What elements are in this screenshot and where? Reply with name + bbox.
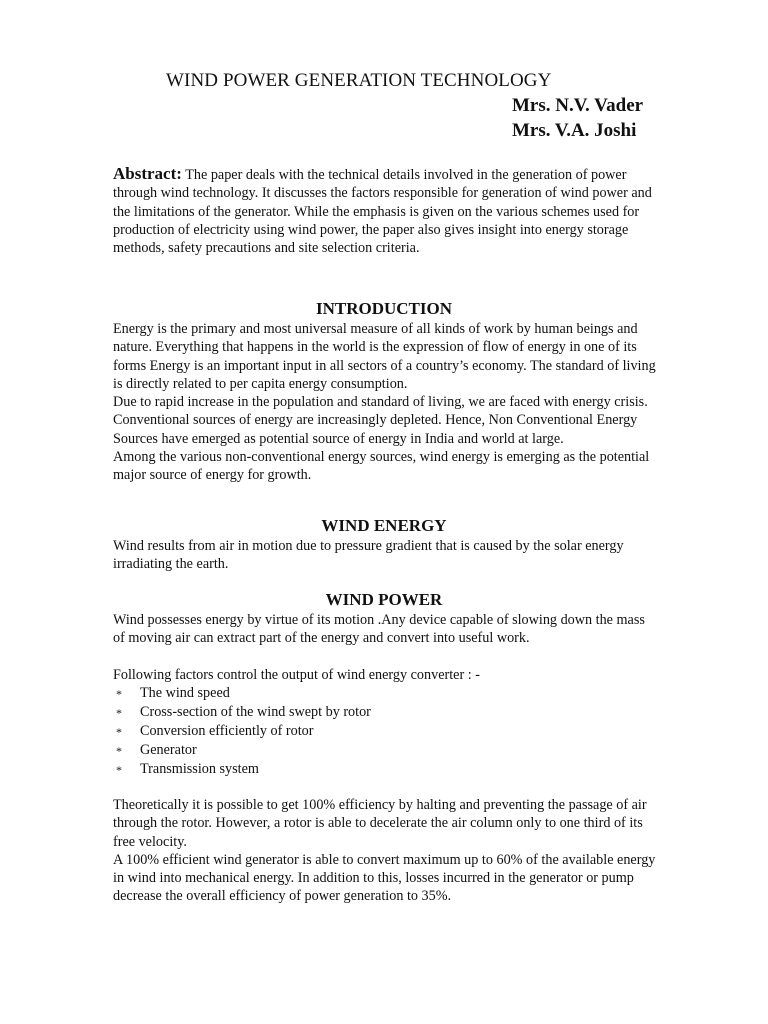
list-item — [113, 684, 658, 703]
bullet-asterisk-icon: * — [116, 744, 122, 758]
abstract-label: Abstract: — [113, 164, 182, 183]
efficiency-section — [113, 796, 658, 906]
list-item — [113, 760, 658, 779]
abstract-paragraph — [113, 165, 658, 257]
factor-text: The wind speed — [140, 685, 230, 701]
factor-list — [113, 684, 658, 779]
author-name: Mrs. N.V. Vader — [512, 95, 644, 116]
factor-text: Conversion efficiently of rotor — [140, 723, 314, 739]
wind-energy-paragraph: Wind results from air in motion due to pressure gradient that is caused by the solar energy irradiating the earth. — [113, 538, 624, 573]
abstract-text: The paper deals with the technical details involved in the generation of power through wind technology. It discusses the factors responsible for generation of wind power and the limitations of the generator. While the emphasis is given on the various schemes used for production of electricity using wind power, the paper also gives insight into energy storage methods, safety precautions and site selection criteria. — [113, 167, 652, 257]
wind-power-section — [113, 611, 658, 648]
bullet-asterisk-icon: * — [116, 706, 122, 720]
author-name: Mrs. V.A. Joshi — [512, 120, 637, 141]
document-title: WIND POWER GENERATION TECHNOLOGY — [166, 70, 552, 91]
wind-power-paragraph: Wind possesses energy by virtue of its motion .Any device capable of slowing down the mass of moving air can extract part of the energy and convert into useful work. — [113, 612, 645, 647]
bullet-asterisk-icon: * — [116, 725, 122, 739]
introduction-section — [113, 320, 658, 485]
wind-energy-section — [113, 537, 658, 574]
introduction-paragraph: Due to rapid increase in the population and standard of living, we are faced with energy crisis. Conventional sources of energy are increasingly depleted. Hence, Non Conventional Energy Sources have emerged as potential source of energy in India and world at large. — [113, 394, 648, 447]
wind-power-heading: WIND POWER — [325, 590, 443, 609]
list-item — [113, 722, 658, 741]
bullet-asterisk-icon: * — [116, 687, 122, 701]
introduction-paragraph: Among the various non-conventional energy sources, wind energy is emerging as the potential major source of energy for growth. — [113, 449, 650, 484]
list-item — [113, 741, 658, 760]
factors-intro — [113, 666, 658, 684]
factor-text: Transmission system — [140, 761, 259, 777]
list-item — [113, 703, 658, 722]
introduction-heading: INTRODUCTION — [315, 299, 453, 318]
wind-energy-heading: WIND ENERGY — [321, 516, 447, 535]
introduction-paragraph: Energy is the primary and most universal measure of all kinds of work by human beings and nature. Everything that happens in the world is the expression of flow of energy in one of its forms Energy is an important input in all sectors of a country’s economy. The standard of living is directly related to per capita energy consumption. — [113, 321, 656, 392]
factor-text: Cross-section of the wind swept by rotor — [140, 704, 371, 720]
factor-text: Generator — [140, 742, 197, 758]
efficiency-paragraph: Theoretically it is possible to get 100% efficiency by halting and preventing the passage of air through the rotor. However, a rotor is able to decelerate the air column only to one third of its free velocity. — [113, 797, 647, 850]
factors-intro-text: Following factors control the output of wind energy converter : - — [113, 667, 480, 683]
bullet-asterisk-icon: * — [116, 763, 122, 777]
abstract-section — [113, 165, 658, 257]
efficiency-paragraph: A 100% efficient wind generator is able to convert maximum up to 60% of the available energy in wind into mechanical energy. In addition to this, losses incurred in the generator or pump decrease the overall efficiency of power generation to 35%. — [113, 851, 656, 905]
